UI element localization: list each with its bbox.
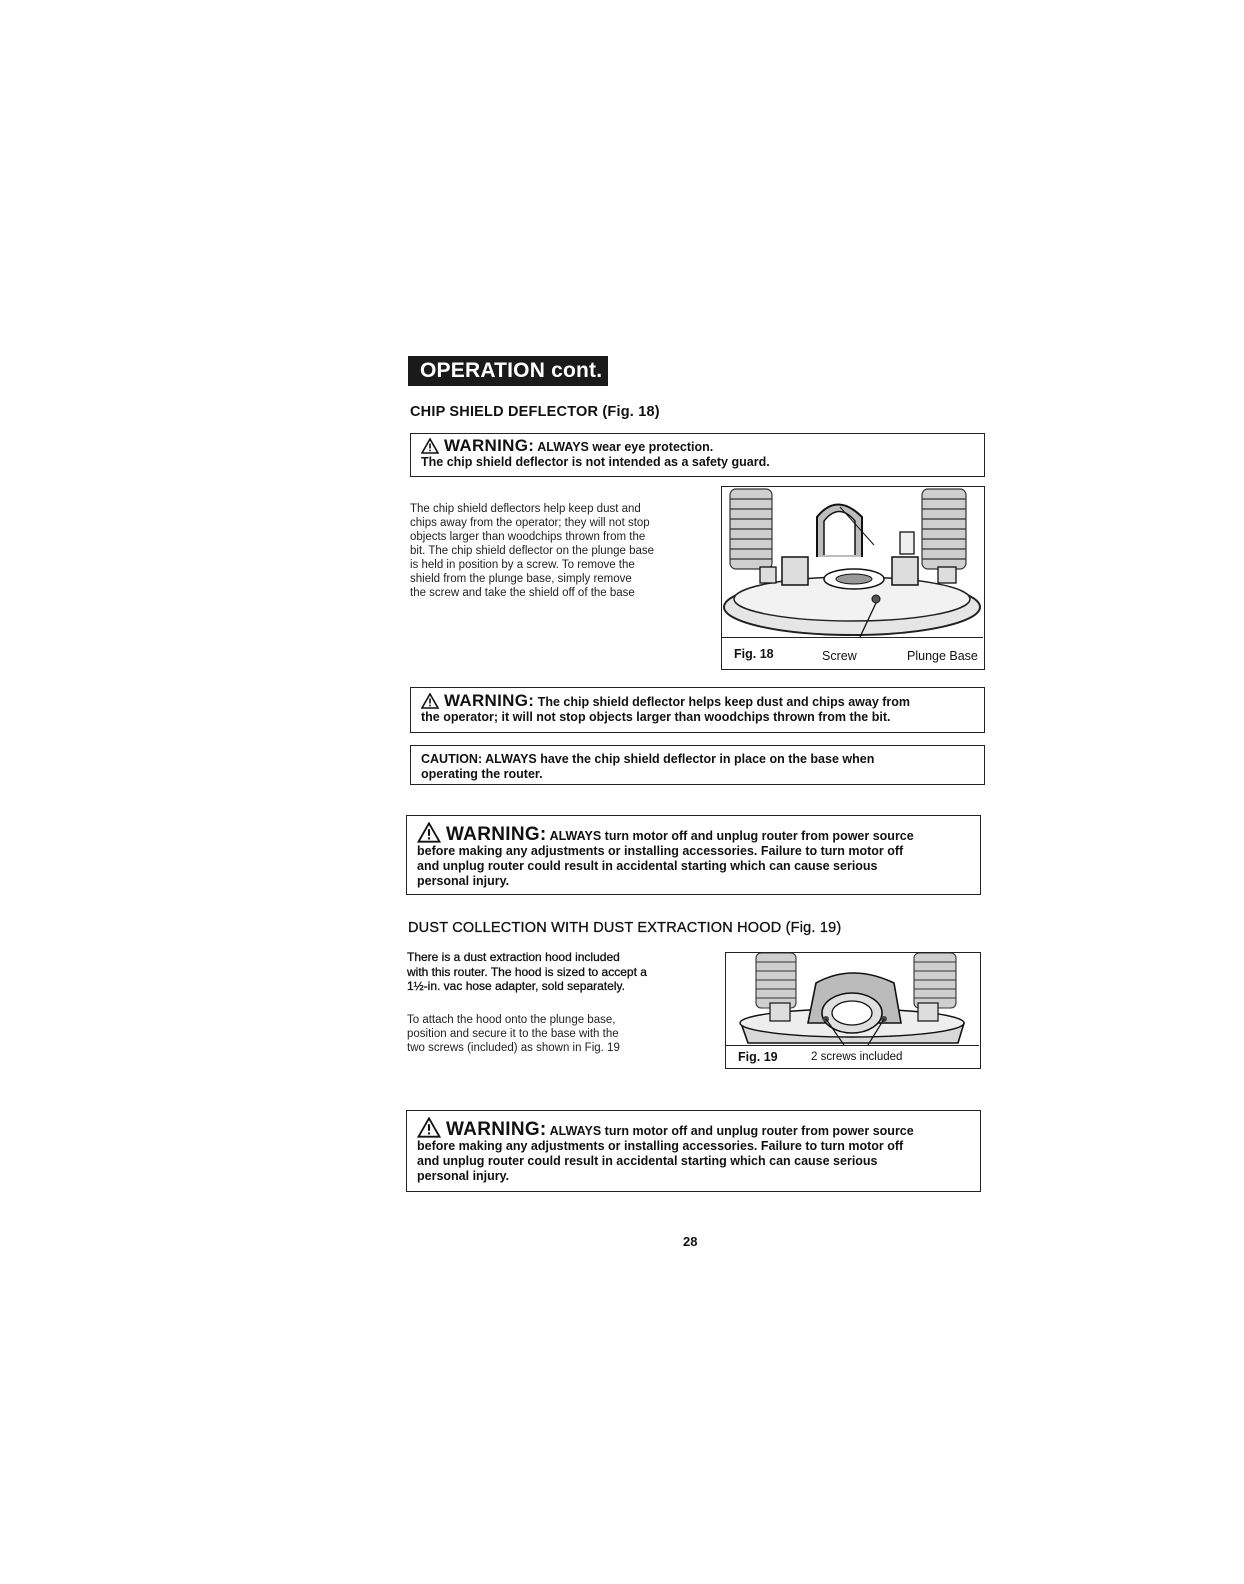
- warning-label: WARNING:: [444, 436, 535, 455]
- warning-triangle-icon: [417, 1117, 441, 1138]
- chip-shield-heading: CHIP SHIELD DEFLECTOR (Fig. 18): [410, 404, 660, 420]
- chip-shield-description: [410, 502, 710, 600]
- body-line: To attach the hood onto the plunge base,: [407, 1014, 616, 1026]
- warning-eye-protection: [410, 433, 985, 477]
- warning-triangle-icon: [421, 438, 439, 454]
- body-line: objects larger than woodchips thrown from the: [410, 531, 646, 543]
- body-line: chips away from the operator; they will not stop: [410, 517, 650, 529]
- warning-label: WARNING:: [446, 1119, 547, 1140]
- section-banner: OPERATION cont.: [408, 356, 608, 386]
- warning-text-line: The chip shield deflector is not intended as a safety guard.: [421, 455, 770, 469]
- warning-unplug-router-2: [406, 1110, 981, 1192]
- dust-collection-heading: DUST COLLECTION WITH DUST EXTRACTION HOOD (Fig. 19): [408, 920, 842, 936]
- warning-triangle-icon: [417, 822, 441, 843]
- body-line: two screws (included) as shown in Fig. 19: [407, 1042, 620, 1054]
- warning-text-line: before making any adjustments or installing accessories. Failure to turn motor off: [417, 1139, 904, 1153]
- warning-chip-shield: [410, 687, 985, 733]
- figure-label: Fig. 19: [738, 1050, 778, 1064]
- warning-triangle-icon: [421, 693, 439, 709]
- body-line: with this router. The hood is sized to accept a: [407, 964, 647, 979]
- warning-text-line: The chip shield deflector helps keep dust and chips away from: [537, 695, 911, 709]
- body-line: the screw and take the shield off of the base: [410, 587, 635, 599]
- dust-description: [407, 950, 717, 994]
- warning-text-line: ALWAYS turn motor off and unplug router from power source: [549, 1124, 914, 1138]
- dust-attach-instructions: [407, 1013, 707, 1055]
- warning-text-line: the operator; it will not stop objects larger than woodchips thrown from the bit.: [421, 710, 891, 724]
- warning-text-line: personal injury.: [417, 874, 510, 888]
- warning-unplug-router-1: [406, 815, 981, 895]
- body-line: The chip shield deflectors help keep dust and: [410, 503, 641, 515]
- callout-screws: 2 screws included: [811, 1051, 903, 1063]
- warning-text-line: before making any adjustments or installing accessories. Failure to turn motor off: [417, 844, 904, 858]
- body-line: bit. The chip shield deflector on the plunge base: [410, 545, 655, 557]
- warning-label: WARNING:: [446, 824, 547, 845]
- warning-text-line: personal injury.: [417, 1169, 510, 1183]
- body-line: is held in position by a screw. To remove the: [410, 559, 635, 571]
- warning-text-line: ALWAYS wear eye protection.: [537, 440, 714, 454]
- page-number: 28: [683, 1234, 698, 1249]
- warning-text-line: and unplug router could result in accidental starting which can cause serious: [417, 1154, 878, 1168]
- body-line: 1½-in. vac hose adapter, sold separately.: [407, 979, 625, 993]
- router-chip-shield-illustration: [722, 487, 983, 637]
- figure-18: [721, 486, 985, 670]
- callout-plunge-base: Plunge Base: [907, 649, 978, 663]
- warning-text-line: and unplug router could result in accidental starting which can cause serious: [417, 859, 878, 873]
- router-dust-hood-illustration: [726, 953, 979, 1045]
- caution-box: [410, 745, 985, 785]
- body-line: position and secure it to the base with the: [407, 1028, 619, 1040]
- caution-text-line: CAUTION: ALWAYS have the chip shield deflector in place on the base when: [421, 752, 875, 766]
- warning-label: WARNING:: [444, 691, 535, 710]
- callout-screw: Screw: [822, 649, 857, 663]
- caution-text-line: operating the router.: [421, 767, 543, 781]
- figure-19: [725, 952, 981, 1069]
- body-line: shield from the plunge base, simply remove: [410, 573, 632, 585]
- figure-label: Fig. 18: [734, 647, 774, 661]
- warning-text-line: ALWAYS turn motor off and unplug router from power source: [549, 829, 914, 843]
- body-line: There is a dust extraction hood included: [407, 950, 620, 964]
